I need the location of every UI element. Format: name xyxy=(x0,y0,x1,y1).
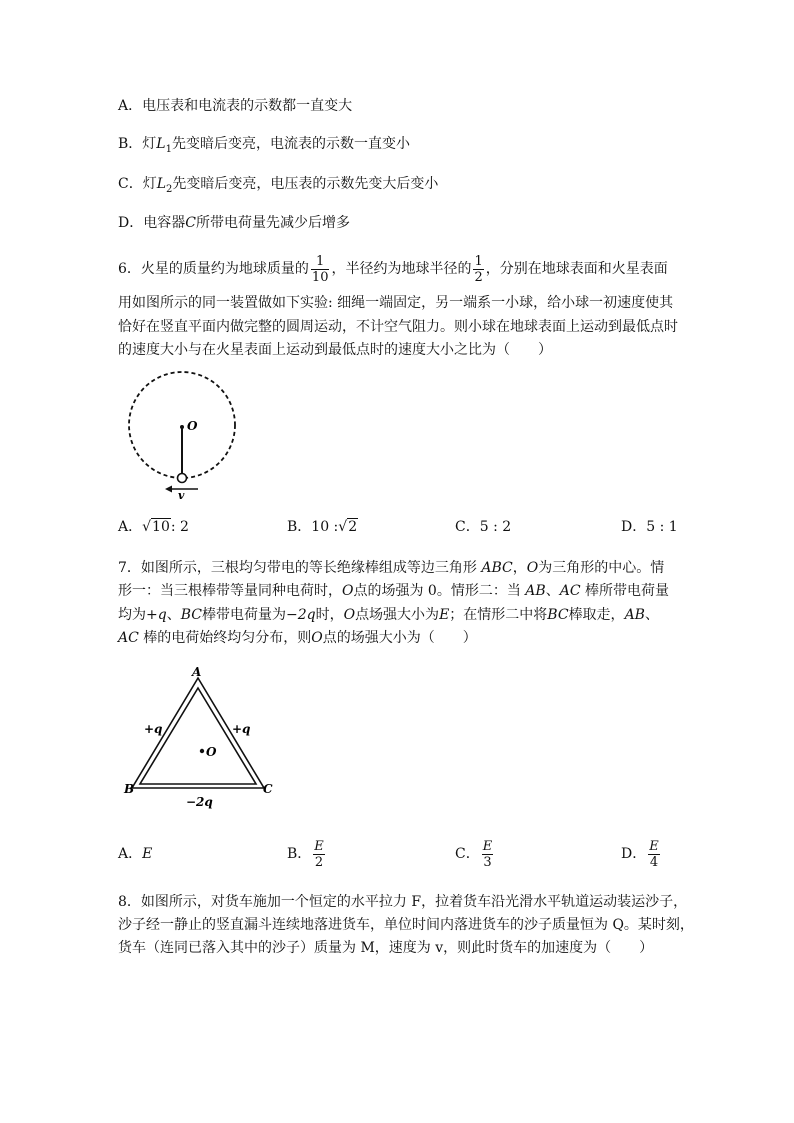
q7-l4-o: O xyxy=(311,630,323,646)
q5-option-d xyxy=(118,214,350,232)
q6-opt-a-radicand: 10 xyxy=(152,519,170,535)
q6-fig-label-o: O xyxy=(187,419,198,433)
q7-l3-ab: AB xyxy=(624,607,645,623)
q7-opt-d-num: E xyxy=(649,838,659,854)
q7-opt-d-den: 4 xyxy=(649,854,659,870)
bottom-rod-charge: −2q xyxy=(186,795,213,809)
q6-line-3: 恰好在竖直平面内做完整的圆周运动，不计空气阻力。则小球在地球表面上运动到最低点时 xyxy=(118,319,678,335)
q7-l2-ab: AB xyxy=(525,583,546,599)
q5-option-c-sub: 2 xyxy=(166,183,173,195)
q7-opt-b-label: B． xyxy=(287,846,312,862)
q7-l4-ac: AC xyxy=(118,630,139,646)
q7-l2-a: 形一：当三根棒带等量同种电荷时， xyxy=(118,583,342,599)
q6-fraction-2 xyxy=(473,254,483,285)
q7-l3-g: 棒取走， xyxy=(568,607,625,623)
q7-option-d xyxy=(621,832,662,876)
q7-opt-b-den: 2 xyxy=(314,854,324,870)
q6-frac2-den: 2 xyxy=(474,269,483,285)
pivot-point xyxy=(180,425,184,429)
q6-option-b xyxy=(287,518,358,536)
q6-line-1 xyxy=(118,252,668,286)
ball xyxy=(178,474,187,483)
q7-l3-o: O xyxy=(343,607,356,623)
sqrt-2: √2 xyxy=(338,519,358,535)
q6-fig-label-v: v xyxy=(178,489,185,502)
q6-opt-b-radicand: 2 xyxy=(348,519,358,535)
q6-line1-c: ，分别在地球表面和火星表面 xyxy=(485,261,668,277)
q7-l3-f: ；在情形二中将 xyxy=(449,607,548,623)
q5-option-c-text: 先变暗后变亮，电压表的示数先变大后变小 xyxy=(172,176,439,192)
q6-frac2-num: 1 xyxy=(474,253,483,269)
q6-opt-b-head: 10 : xyxy=(311,519,339,535)
q7-l1-abc: ABC xyxy=(481,560,513,576)
q7-line-2 xyxy=(118,582,669,600)
q7-l1-a: 7．如图所示，三根均匀带电的等长绝缘棒组成等边三角形 xyxy=(118,560,477,576)
q7-l3-q: +q xyxy=(146,607,167,623)
q8-line-1: 8．如图所示，对货车施加一个恒定的水平拉力 F，拉着货车沿光滑水平轨道运动装运沙子， xyxy=(118,894,688,910)
q5-option-b-sub: 1 xyxy=(165,143,172,155)
q7-opt-a-label: A． xyxy=(118,846,143,862)
q7-opt-c-label: C． xyxy=(455,846,480,862)
q7-l3-E: E xyxy=(439,607,450,623)
q7-option-c xyxy=(455,832,495,876)
q8-line-3: 货车（连同已落入其中的沙子）质量为 M，速度为 v，则此时货车的加速度为（ ） xyxy=(118,940,654,956)
q6-opt-b-label: B． xyxy=(287,519,312,535)
q7-opt-d-label: D． xyxy=(621,846,647,862)
vertex-a-label: A xyxy=(192,665,202,679)
q7-line-1 xyxy=(118,559,664,577)
q7-l2-c: 、 xyxy=(545,583,560,599)
q6-line1-a: 6．火星的质量约为地球质量的 xyxy=(118,261,309,277)
q5-option-b-prefix: B．灯 xyxy=(118,136,157,152)
q7-option-b xyxy=(287,832,327,876)
q5-option-d-var: C xyxy=(185,215,196,231)
q6-fraction-1 xyxy=(311,254,330,285)
q7-l3-h: 、 xyxy=(644,607,659,623)
q7-l4-b: 点的场强大小为（ ） xyxy=(322,630,477,646)
q7-l3-bc: BC xyxy=(180,607,202,623)
q5-option-d-text: 所带电荷量先减少后增多 xyxy=(195,215,350,231)
q7-l3-e: 点场强大小为 xyxy=(355,607,440,623)
q8-line-2: 沙子经一静止的竖直漏斗连续地落进货车，单位时间内落进货车的沙子质量恒为 Q。某时刻， xyxy=(118,917,694,933)
q7-l3-bc2: BC xyxy=(547,607,569,623)
q7-opt-d-fraction xyxy=(648,839,660,870)
center-o-label: O xyxy=(206,745,217,759)
q6-line-4: 的速度大小与在火星表面上运动到最低点时的速度大小之比为（ ） xyxy=(118,342,552,358)
q7-l3-a: 均为 xyxy=(118,607,146,623)
q6-opt-a-tail: : 2 xyxy=(170,519,189,535)
triangle-inner xyxy=(140,688,256,784)
q7-opt-b-num: E xyxy=(314,838,324,854)
q7-l4-a: 棒的电荷始终均匀分布，则 xyxy=(143,630,312,646)
q5-option-a xyxy=(118,97,352,115)
right-rod-charge: +q xyxy=(232,722,251,736)
vertex-b-label: B xyxy=(124,782,135,796)
q7-opt-c-num: E xyxy=(482,838,493,854)
q7-opt-b-fraction xyxy=(313,839,325,870)
q5-option-c-prefix: C．灯 xyxy=(118,176,157,192)
q6-circle-figure xyxy=(120,370,250,505)
left-rod-charge: +q xyxy=(144,722,163,736)
center-point xyxy=(200,749,204,753)
q5-option-a-text: A．电压表和电流表的示数都一直变大 xyxy=(118,98,353,114)
q7-l1-b: ， xyxy=(512,560,527,576)
q5-option-d-prefix: D．电容器 xyxy=(118,215,186,231)
q7-l3-2q: −2q xyxy=(285,607,316,623)
q7-triangle-figure xyxy=(120,660,280,810)
q6-frac1-den: 10 xyxy=(311,269,329,285)
q7-l2-o: O xyxy=(342,583,354,599)
q7-option-a xyxy=(118,845,152,863)
q7-line-3 xyxy=(118,606,659,624)
velocity-arrowhead xyxy=(165,486,172,493)
q5-option-b-text: 先变暗后变亮，电流表的示数一直变小 xyxy=(171,136,410,152)
q6-opt-a-label: A． xyxy=(118,519,143,535)
q7-opt-a-val: E xyxy=(142,846,153,862)
q5-option-c-var: L xyxy=(156,176,167,192)
q6-line-2: 用如图所示的同一装置做如下实验: 细绳一端固定，另一端系一小球，给小球一初速度使其 xyxy=(118,295,674,311)
q6-option-d: D．5 : 1 xyxy=(621,519,678,535)
sqrt-10: √10 xyxy=(142,519,170,535)
q6-line1-b: ，半径约为地球半径的 xyxy=(331,261,472,277)
q6-option-c: C．5 : 2 xyxy=(455,519,512,535)
q7-opt-c-den: 3 xyxy=(483,854,492,870)
q6-frac1-num: 1 xyxy=(316,253,325,269)
q5-option-b xyxy=(118,135,410,159)
q7-l3-d: 时， xyxy=(315,607,344,623)
q7-l2-b: 点的场强为 0。情形二：当 xyxy=(353,583,521,599)
q6-option-a xyxy=(118,518,189,536)
q5-option-c xyxy=(118,175,438,199)
vertex-c-label: C xyxy=(263,782,273,796)
q7-l1-o: O xyxy=(526,560,539,576)
q7-l1-c: 为三角形的中心。情 xyxy=(538,560,665,576)
q7-l3-c: 棒带电荷量为 xyxy=(201,607,286,623)
q7-l2-d: 棒所带电荷量 xyxy=(584,583,669,599)
q5-option-b-var: L xyxy=(156,136,166,152)
q7-line-4 xyxy=(118,629,477,647)
q7-l3-b: 、 xyxy=(166,607,181,623)
q7-l2-ac: AC xyxy=(559,583,581,599)
q7-opt-c-fraction xyxy=(482,839,494,870)
